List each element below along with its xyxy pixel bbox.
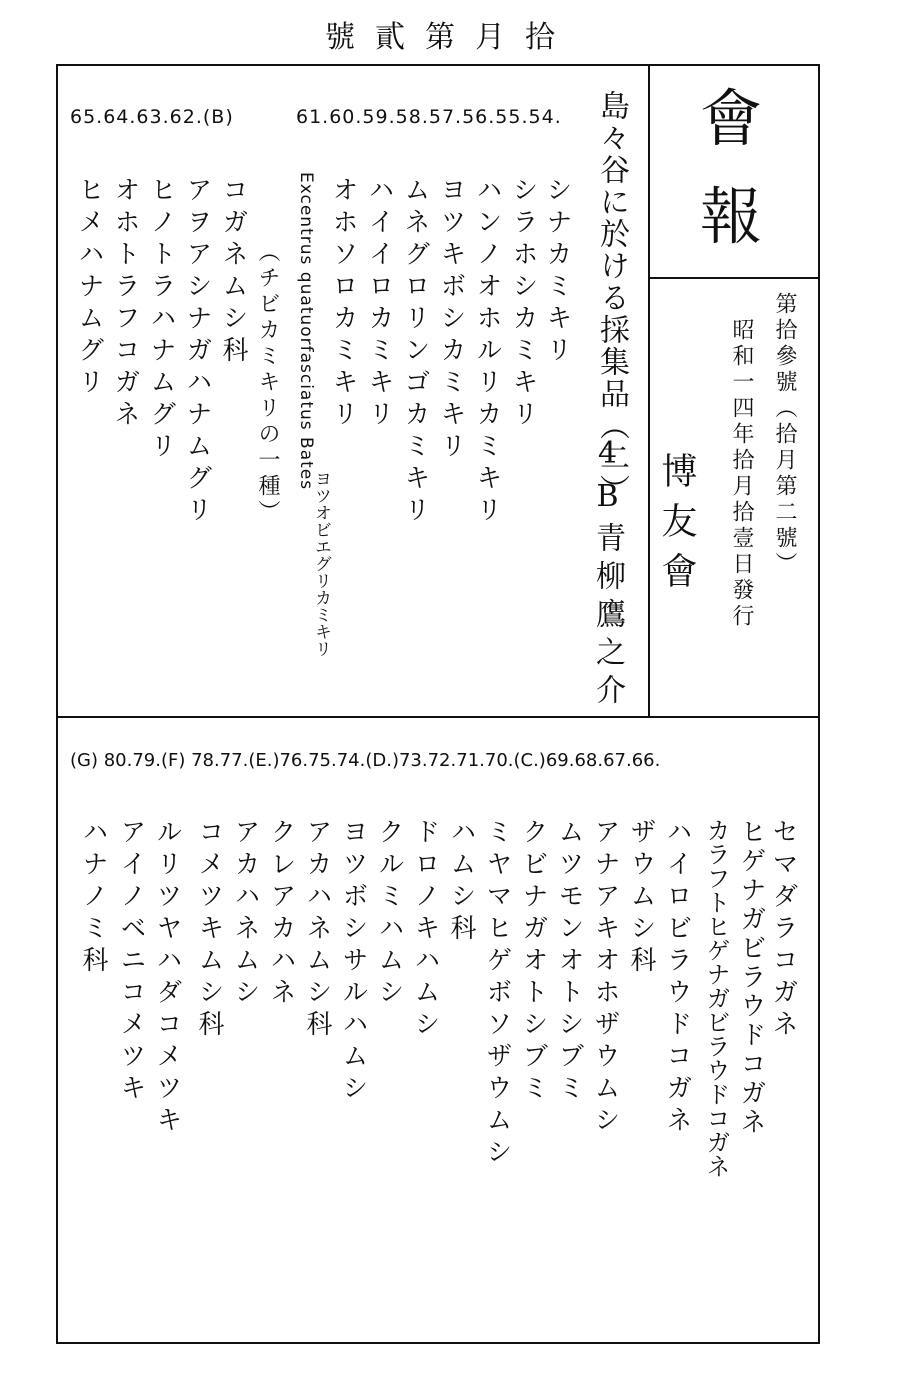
lower-entry: ムツモンオトシブミ xyxy=(554,818,584,1106)
lower-entry: ドロノキハムシ xyxy=(410,818,440,1042)
lower-entry: ハムシ科 xyxy=(446,818,476,946)
upper-entry: ヒノトラハナムグリ xyxy=(146,176,176,464)
lower-entry: アカハネムシ xyxy=(230,818,260,1010)
page-header: 號貳第月拾 xyxy=(325,20,575,55)
publisher: 博友會 xyxy=(656,452,697,602)
upper-entry-latin-annotation: ヨツオビエグリカミキリ xyxy=(311,470,331,657)
masthead-inner-divider xyxy=(648,277,820,279)
masthead-title-bottom: 報 xyxy=(700,180,763,253)
lower-entry: ハナノミ科 xyxy=(78,818,108,978)
lower-entry: クルミハムシ xyxy=(374,818,404,1010)
upper-entry: （チビカミキリの一種） xyxy=(255,240,280,526)
upper-numbers-right: 61.60.59.58.57.56.55.54. xyxy=(296,106,562,128)
upper-entry: アヲアシナガハナムグリ xyxy=(182,176,212,528)
lower-numbers: (G) 80.79.(F) 78.77.(E.)76.75.74.(D.)73.72.71.70.(C.)69.68.67.66. xyxy=(70,750,661,771)
lower-entry: アナアキオホザウムシ xyxy=(590,818,620,1138)
upper-numbers-left: 65.64.63.62.(B) xyxy=(70,106,234,128)
article-title: 島々谷に於ける採集品（二） xyxy=(594,90,629,506)
upper-entry: ムネグロリンゴカミキリ xyxy=(400,176,430,528)
upper-entry: オホソロカミキリ xyxy=(328,176,358,432)
upper-entry: コガネムシ科 xyxy=(218,176,248,368)
upper-entry: ヒメハナムグリ xyxy=(74,176,104,400)
lower-entry: ザウムシ科 xyxy=(626,818,656,978)
lower-entry: セマダラコガネ xyxy=(768,818,798,1042)
upper-entry: ハンノオホルリカミキリ xyxy=(472,176,502,528)
lower-entry: アイノベニコメツキ xyxy=(116,818,146,1106)
lower-entry: ハイロビラウドコガネ xyxy=(662,818,692,1138)
upper-entry: オホトラフコガネ xyxy=(110,176,140,432)
article-author: 4B青柳鷹之介 xyxy=(590,436,625,712)
lower-entry: クビナガオトシブミ xyxy=(518,818,548,1106)
lower-entry: クレアカハネ xyxy=(266,818,296,1010)
issue-date: 昭和一四年拾月拾壹日發行 xyxy=(729,318,754,630)
section-divider xyxy=(56,716,820,718)
lower-entry: ミヤマヒゲボソザウムシ xyxy=(482,818,512,1170)
upper-entry: ヨツキボシカミキリ xyxy=(436,176,466,464)
upper-entry: シナカミキリ xyxy=(542,176,572,368)
masthead-title-top: 會 xyxy=(700,82,763,155)
lower-entry: アカハネムシ科 xyxy=(302,818,332,1042)
lower-entry: ヨツボシサルハムシ xyxy=(338,818,368,1106)
lower-entry: カラフトヒゲナガビラウドコガネ xyxy=(702,818,730,1178)
masthead-divider xyxy=(648,64,650,718)
lower-entry: ルリツヤハダコメツキ xyxy=(152,818,182,1138)
lower-entry: ヒゲナガビラウドコガネ xyxy=(736,818,766,1137)
upper-entry-latin: Excentrus quatuorfasciatus Bates xyxy=(296,172,316,491)
upper-entry: シラホシカミキリ xyxy=(508,176,538,432)
lower-entry: コメツキムシ科 xyxy=(194,818,224,1042)
issue-number: 第拾參號（拾月第二號） xyxy=(772,292,797,578)
upper-entry: ハイイロカミキリ xyxy=(364,176,394,432)
